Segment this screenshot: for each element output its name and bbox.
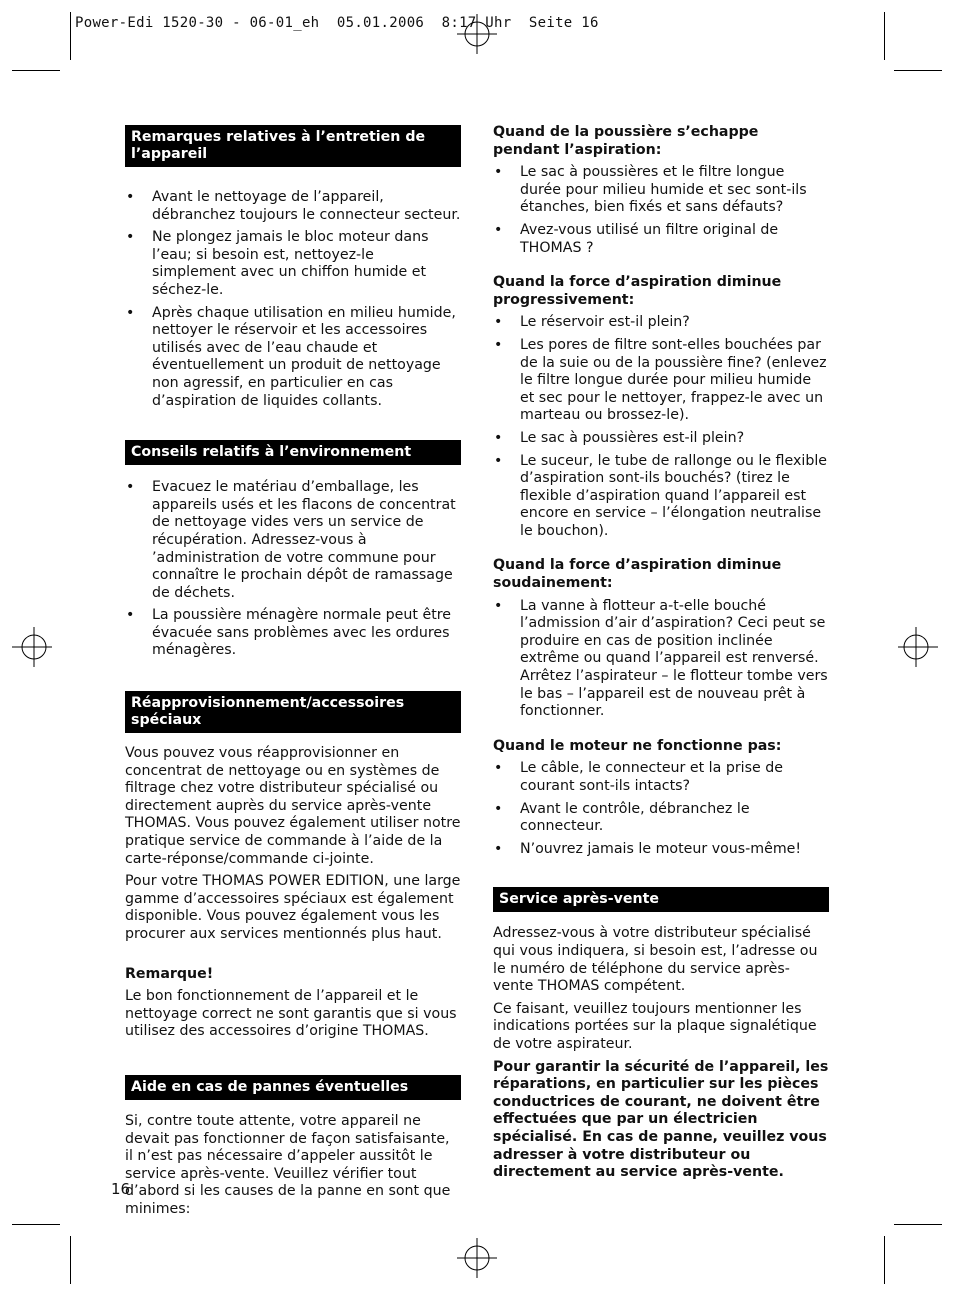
question-title: Quand de la poussière s’echappe pendant l’aspiration: xyxy=(493,124,759,158)
left-column xyxy=(125,125,461,1224)
environment-list xyxy=(125,479,461,660)
list-item: • Avant le nettoyage de l’appareil, débranchez toujours le connecteur secteur. xyxy=(125,189,461,224)
list-item: • Les pores de filtre sont-elles bouchées par de la suie ou de la poussière fine? (enlevez le filtre longue durée pour milieu humide et sec pour le nettoyer, frappez-le avec un marteau ou brossez-le). xyxy=(493,337,829,425)
crop-mark xyxy=(884,12,885,60)
accessories-paragraph: Pour votre THOMAS POWER EDITION, une large gamme d’accessoires spéciaux est également disponible. Vous pouvez également vous les procurer aux services mentionnés plus haut. xyxy=(125,873,461,942)
list-item: • Ne plongez jamais le bloc moteur dans l’eau; si besoin est, nettoyez-le simplement avec un chiffon humide et séchez-le. xyxy=(125,229,461,299)
question-title: Quand la force d’aspiration diminue soudainement: xyxy=(493,557,782,592)
print-slug: Power-Edi 1520-30 - 06-01_eh 05.01.2006 8:17 Uhr Seite 16 xyxy=(75,15,599,31)
remark-text: Le bon fonctionnement de l’appareil et le nettoyage correct ne sont garantis que si vous utilisez des accessoires d’origine THOMAS. xyxy=(125,988,457,1040)
section-header-environment: Conseils relatifs à l’environnement xyxy=(125,440,461,465)
list-item: • N’ouvrez jamais le moteur vous-même! xyxy=(493,841,829,859)
list-item: • Avant le contrôle, débranchez le connecteur. xyxy=(493,801,829,836)
section-header-troubleshooting: Aide en cas de pannes éventuelles xyxy=(125,1075,461,1100)
list-item: • Le suceur, le tube de rallonge ou le flexible d’aspiration sont-ils bouchés? (tirez le flexible d’aspiration quand l’appareil est encore en service – l’élongation neutralise le bouchon). xyxy=(493,453,829,541)
crop-mark xyxy=(894,70,942,71)
list-item: • La poussière ménagère normale peut être évacuée sans problèmes avec les ordures ménagères. xyxy=(125,607,461,660)
crop-mark xyxy=(12,70,60,71)
registration-mark-icon xyxy=(898,627,938,667)
question-list xyxy=(493,598,829,721)
right-column xyxy=(493,124,829,1187)
list-item: • Le sac à poussières et le filtre longue durée pour milieu humide et sec sont-ils étanches, bien fixés et sans défauts? xyxy=(493,164,829,217)
crop-mark xyxy=(884,1236,885,1284)
section-header-accessories: Réapprovisionnement/accessoires spéciaux xyxy=(125,691,461,733)
service-paragraph: Adressez-vous à votre distributeur spécialisé qui vous indiquera, si besoin est, l’adresse ou le numéro de téléphone du service après-vente THOMAS compétent. xyxy=(493,925,818,995)
service-paragraph: Ce faisant, veuillez toujours mentionner les indications portées sur la plaque signalétique de votre aspirateur. xyxy=(493,1000,817,1052)
accessories-paragraph: Vous pouvez vous réapprovisionner en concentrat de nettoyage ou en systèmes de filtrage chez votre distributeur spécialisé ou directement auprès du service après-vente THOMAS. Vous pouvez également utiliser notre pratique service de commande à l’aide de la carte-réponse/commande ci-jointe. xyxy=(125,745,461,867)
list-item: • La vanne à flotteur a-t-elle bouché l’admission d’air d’aspiration? Ceci peut se produire en cas de position inclinée extrême ou quand l’appareil est renversé. Arrêtez l’aspirateur – le flotteur tombe vers le bas – l’appareil est de nouveau prêt à fonctionner. xyxy=(493,598,829,721)
question-title: Quand la force d’aspiration diminue progressivement: xyxy=(493,274,782,308)
remark-title: Remarque! xyxy=(125,965,214,982)
list-item: • Après chaque utilisation en milieu humide, nettoyer le réservoir et les accessoires utilisés avec de l’eau chaude et éventuellement un produit de nettoyage non agressif, en particulier en cas d’aspiration de liquides collants. xyxy=(125,305,461,411)
question-title: Quand le moteur ne fonctionne pas: xyxy=(493,737,782,754)
list-item: • Evacuez le matériau d’emballage, les appareils usés et les flacons de concentrat de nettoyage vides vers un service de récupération. Adressez-vous à ’administration de votre commune pour connaître le prochain dépôt de ramassage de déchets. xyxy=(125,479,461,602)
maintenance-list xyxy=(125,189,461,410)
crop-mark xyxy=(12,1224,60,1225)
registration-mark-icon xyxy=(12,627,52,667)
page-number: 16 xyxy=(111,1180,131,1198)
service-warning: Pour garantir la sécurité de l’appareil, les réparations, en particulier sur les pièces conductrices de courant, ne doivent être effectuées que par un électricien spécialisé. En cas de panne, veuillez vous adresser à votre distributeur ou directement au service après-vente. xyxy=(493,1058,829,1181)
list-item: • Le câble, le connecteur et la prise de courant sont-ils intacts? xyxy=(493,760,829,795)
section-header-service: Service après-vente xyxy=(493,887,829,912)
question-list xyxy=(493,760,829,858)
list-item: • Le sac à poussières est-il plein? xyxy=(493,430,829,448)
list-item: • Avez-vous utilisé un filtre original de THOMAS ? xyxy=(493,222,829,257)
crop-mark xyxy=(70,1236,71,1284)
crop-mark xyxy=(70,12,71,60)
question-list xyxy=(493,314,829,540)
registration-mark-icon xyxy=(457,1238,497,1278)
registration-mark-icon xyxy=(457,14,497,54)
troubleshooting-paragraph: Si, contre toute attente, votre appareil ne devait pas fonctionner de façon satisfaisante, il n’est pas nécessaire d’appeler aussitôt le service après-vente. Veuillez vérifier tout d’abord si les causes de la panne en sont que minimes: xyxy=(125,1112,451,1217)
list-item: • Le réservoir est-il plein? xyxy=(493,314,829,332)
crop-mark xyxy=(894,1224,942,1225)
question-list xyxy=(493,164,829,257)
section-header-maintenance: Remarques relatives à l’entretien de l’appareil xyxy=(125,125,461,167)
